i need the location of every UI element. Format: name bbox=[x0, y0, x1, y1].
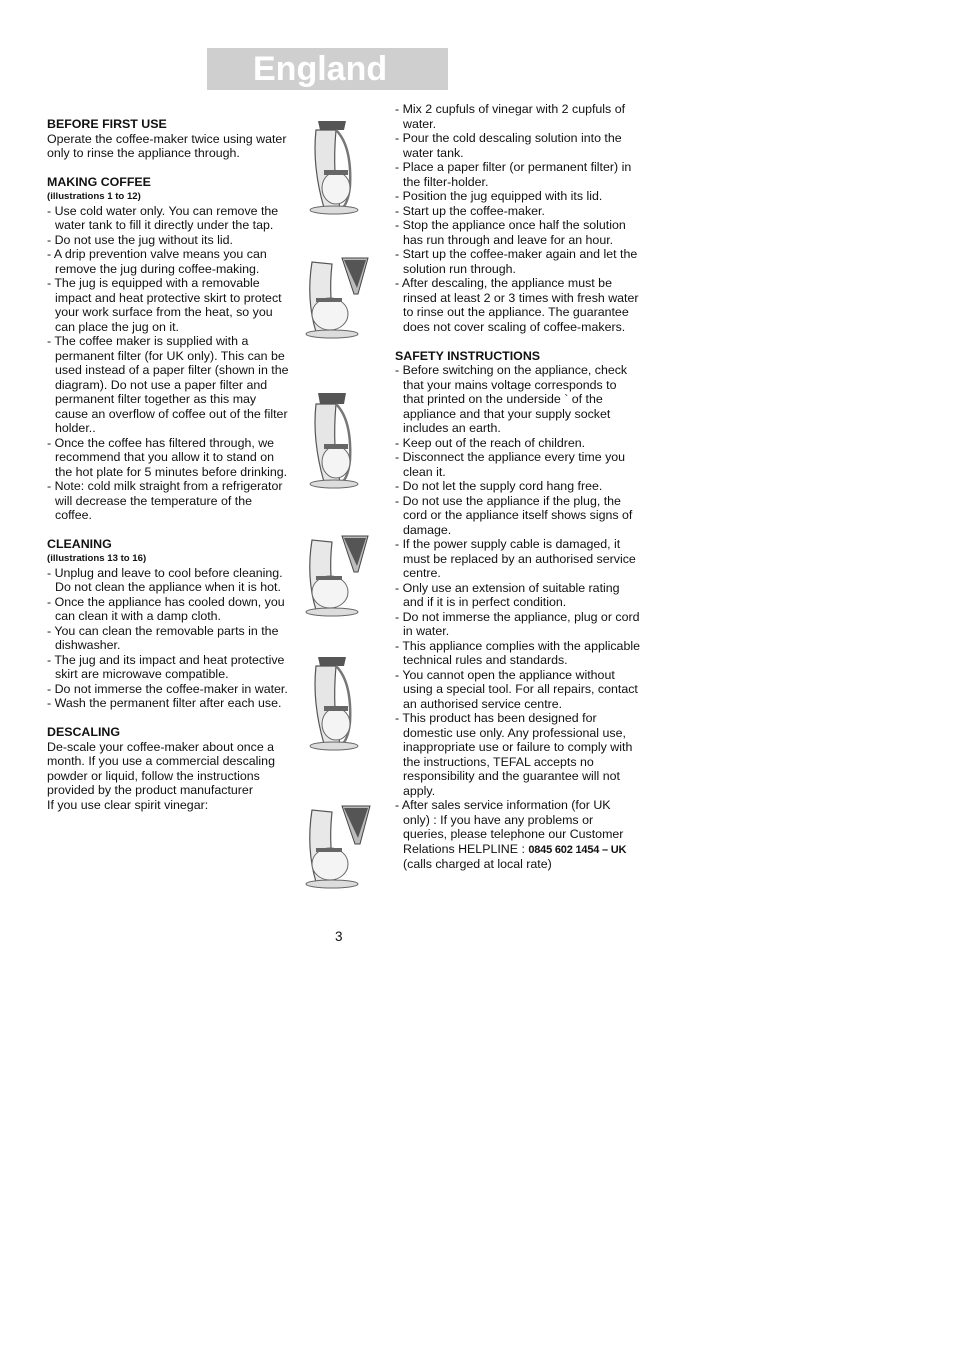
cleaning-subheading: (illustrations 13 to 16) bbox=[47, 552, 147, 564]
list-item: - The coffee maker is supplied with a permanent filter (for UK only). This can be used instead of a paper filter (shown in the diagram). Do not use a paper filter and permanent filter together as this may cause an overflow of coffee out of the filter holder.. bbox=[47, 334, 292, 436]
before-first-use-heading: BEFORE FIRST USE bbox=[47, 117, 167, 131]
list-item: - Place a paper filter (or permanent filter) in the filter-holder. bbox=[395, 160, 640, 189]
list-item: - Stop the appliance once half the solution has run through and leave for an hour. bbox=[395, 218, 640, 247]
list-item: - Keep out of the reach of children. bbox=[395, 436, 640, 451]
list-item: - Start up the coffee-maker again and let the solution run through. bbox=[395, 247, 640, 276]
list-item: - The jug is equipped with a removable impact and heat protective skirt to protect your work surface from the heat, so you can place the jug on it. bbox=[47, 276, 292, 334]
list-item: - Wash the permanent filter after each use. bbox=[47, 696, 292, 711]
before-first-use-text: Operate the coffee-maker twice using water only to rinse the appliance through. bbox=[47, 131, 287, 160]
making-coffee-subheading: (illustrations 1 to 12) bbox=[47, 190, 141, 202]
cleaning-list bbox=[47, 566, 292, 711]
list-item: - Do not immerse the appliance, plug or cord in water. bbox=[395, 610, 640, 639]
coffee-maker-illustration-5 bbox=[302, 652, 362, 752]
coffee-maker-illustration-2 bbox=[302, 254, 372, 340]
list-item: - Once the coffee has filtered through, we recommend that you allow it to stand on the hot plate for 5 minutes before drinking. bbox=[47, 436, 292, 480]
list-item: - Disconnect the appliance every time you clean it. bbox=[395, 450, 640, 479]
list-item: - Unplug and leave to cool before cleaning. Do not clean the appliance when it is hot. bbox=[47, 566, 292, 595]
coffee-maker-illustration-6 bbox=[302, 802, 374, 890]
coffee-maker-illustration-4 bbox=[302, 532, 372, 618]
list-item: - This product has been designed for domestic use only. Any professional use, inappropriate use or failure to comply with the instructions, TEFAL accepts no responsibility and the guarantee will not apply. bbox=[395, 711, 640, 798]
left-column bbox=[47, 117, 292, 812]
list-item: - You cannot open the appliance without using a special tool. For all repairs, contact an authorised service centre. bbox=[395, 668, 640, 712]
list-item: - Before switching on the appliance, check that your mains voltage corresponds to that printed on the underside ` of the appliance and that your supply socket includes an earth. bbox=[395, 363, 640, 436]
list-item: - After descaling, the appliance must be rinsed at least 2 or 3 times with fresh water to rinse out the appliance. The guarantee does not cover scaling of coffee-makers. bbox=[395, 276, 640, 334]
list-item: - Do not let the supply cord hang free. bbox=[395, 479, 640, 494]
list-item: - Pour the cold descaling solution into the water tank. bbox=[395, 131, 640, 160]
helpline-note: (calls charged at local rate) bbox=[403, 857, 552, 871]
list-item: - Note: cold milk straight from a refrigerator will decrease the temperature of the coffee. bbox=[47, 479, 292, 523]
coffee-maker-illustration-3 bbox=[302, 388, 362, 490]
page-number: 3 bbox=[335, 929, 343, 944]
descaling-vinegar-text: If you use clear spirit vinegar: bbox=[47, 797, 209, 812]
descaling-heading: DESCALING bbox=[47, 725, 120, 739]
cleaning-heading: CLEANING bbox=[47, 537, 112, 551]
helpline-text: After sales service information (for UK only) : If you have any problems or queries, please telephone our Customer Relations HELPLINE : bbox=[401, 798, 624, 856]
list-item: - Use cold water only. You can remove the water tank to fill it directly under the tap. bbox=[47, 204, 292, 233]
list-item: - Once the appliance has cooled down, you can clean it with a damp cloth. bbox=[47, 595, 292, 624]
making-coffee-heading: MAKING COFFEE bbox=[47, 175, 151, 189]
list-item: - Start up the coffee-maker. bbox=[395, 204, 640, 219]
list-item: - Do not use the appliance if the plug, the cord or the appliance itself shows signs of damage. bbox=[395, 494, 640, 538]
list-item: - The jug and its impact and heat protective skirt are microwave compatible. bbox=[47, 653, 292, 682]
coffee-maker-illustration-1 bbox=[302, 116, 362, 216]
safety-list bbox=[395, 363, 640, 857]
list-item: - You can clean the removable parts in the dishwasher. bbox=[47, 624, 292, 653]
list-item: - Position the jug equipped with its lid. bbox=[395, 189, 640, 204]
list-item: - Do not immerse the coffee-maker in water. bbox=[47, 682, 292, 697]
helpline-number: 0845 602 1454 – UK bbox=[528, 843, 627, 856]
country-banner bbox=[207, 48, 448, 90]
banner-title: England bbox=[253, 50, 388, 88]
helpline-item bbox=[395, 798, 640, 857]
descaling-steps-list bbox=[395, 102, 640, 334]
safety-heading: SAFETY INSTRUCTIONS bbox=[395, 348, 541, 363]
list-item: - A drip prevention valve means you can remove the jug during coffee-making. bbox=[47, 247, 292, 276]
descaling-text: De-scale your coffee-maker about once a month. If you use a commercial descaling powder or liquid, follow the instructions provided by the product manufacturer bbox=[47, 739, 275, 797]
list-item: - Mix 2 cupfuls of vinegar with 2 cupfuls of water. bbox=[395, 102, 640, 131]
list-item: - Do not use the jug without its lid. bbox=[47, 233, 292, 248]
list-item: - Only use an extension of suitable rating and if it is in perfect condition. bbox=[395, 581, 640, 610]
list-item: - This appliance complies with the applicable technical rules and standards. bbox=[395, 639, 640, 668]
right-column bbox=[395, 102, 640, 872]
making-coffee-list bbox=[47, 204, 292, 523]
list-item: - If the power supply cable is damaged, it must be replaced by an authorised service centre. bbox=[395, 537, 640, 581]
